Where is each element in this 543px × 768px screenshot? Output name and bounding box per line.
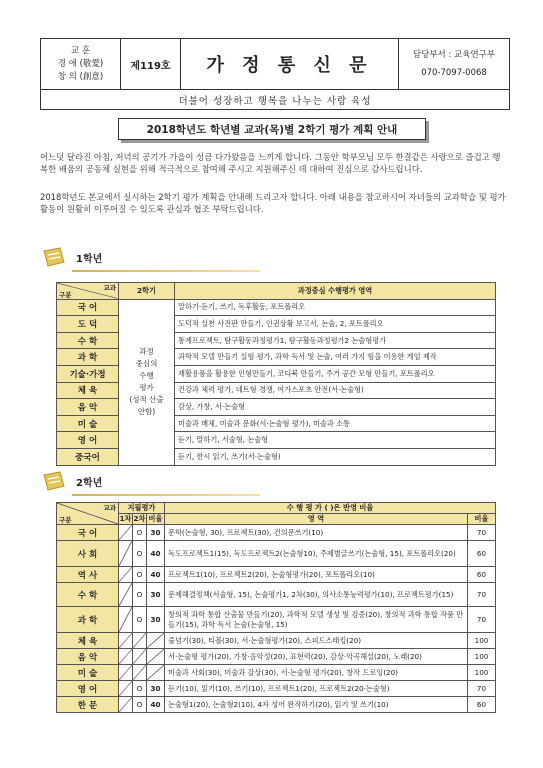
content-cell: 감상, 가창, 서·논술형 bbox=[175, 399, 496, 416]
exam2-cell bbox=[133, 633, 147, 649]
semester-header: 2학기 bbox=[119, 283, 175, 300]
exam1-header: 1차 bbox=[119, 514, 132, 523]
perf-area-header: 영 역 bbox=[165, 514, 468, 525]
exam2-cell bbox=[133, 665, 147, 681]
grade2-label: 2학년 bbox=[76, 478, 103, 489]
slash-mark bbox=[133, 633, 146, 648]
grade1-table bbox=[56, 282, 496, 466]
slash-mark bbox=[119, 681, 132, 696]
table-row bbox=[57, 583, 496, 607]
motto-line-2: 창 의 (創意) bbox=[57, 71, 104, 82]
perf-ratio-cell: 70 bbox=[468, 583, 496, 607]
subject-cell: 도 덕 bbox=[57, 316, 119, 333]
grade2-corner-cell bbox=[57, 503, 119, 525]
performance-header: 수 행 평 가 ( )은 반영 비율 bbox=[165, 503, 496, 514]
exam1-cell bbox=[119, 607, 133, 633]
note-icon bbox=[40, 246, 68, 270]
table-row bbox=[57, 697, 496, 713]
subject-cell: 한 문 bbox=[57, 697, 119, 713]
perf-ratio-cell: 100 bbox=[468, 665, 496, 681]
exam2-header: 2차 bbox=[133, 514, 146, 523]
slash-mark bbox=[119, 541, 132, 566]
department-phone: 070-7097-0068 bbox=[421, 68, 487, 78]
slash-mark bbox=[133, 665, 146, 680]
exam-ratio-cell: 40 bbox=[147, 697, 165, 713]
department-name: 담당부서 : 교육연구부 bbox=[412, 50, 496, 60]
subject-cell: 수 학 bbox=[57, 332, 119, 349]
content-cell: 통계프로젝트, 탐구활동과정평가1, 탐구활동과정평가2 논술형평가 bbox=[175, 332, 496, 349]
exam-header: 지필평가 bbox=[119, 503, 165, 514]
exam1-cell bbox=[119, 633, 133, 649]
exam2-cell: O bbox=[133, 583, 147, 607]
performance-area-header: 과정중심 수행평가 영역 bbox=[175, 283, 496, 300]
perf-ratio-cell: 60 bbox=[468, 541, 496, 567]
motto-label: 교 훈 bbox=[70, 45, 91, 56]
note-icon bbox=[40, 470, 68, 494]
exam-ratio-cell: 40 bbox=[147, 567, 165, 583]
table-row bbox=[57, 541, 496, 567]
issue-number: 제119호 bbox=[121, 39, 181, 89]
content-cell: 재활용품을 활용한 인형만들기, 코디북 만들기, 주거 공간 모형 만들기, 포트폴리오 bbox=[175, 365, 496, 382]
content-cell: 도덕적 실천 사진판 만들기, 인권상황 보고서, 논술, 2, 포트폴리오 bbox=[175, 316, 496, 333]
motto-line-1: 경 애 (敬愛) bbox=[57, 58, 104, 69]
corner-subject-label: 교과 bbox=[103, 504, 116, 512]
grade1-underline bbox=[72, 270, 260, 272]
grade2-underline bbox=[72, 494, 260, 496]
subject-cell: 기술·가정 bbox=[57, 365, 119, 382]
subject-cell: 과 학 bbox=[57, 607, 119, 633]
subject-cell: 체 육 bbox=[57, 382, 119, 399]
grade1-label: 1학년 bbox=[76, 254, 103, 265]
corner-division-label: 구분 bbox=[59, 516, 72, 524]
subject-cell: 미 술 bbox=[57, 665, 119, 681]
table-row bbox=[57, 567, 496, 583]
content-cell: 창의적 과학 통합 산출물 만들기(20), 과학적 모델 생성 및 검증(20), 창의적 과학 통합 작품 만들기(15), 과학 독서 논술(논술형, 15) bbox=[165, 607, 468, 633]
newsletter-header bbox=[40, 38, 510, 90]
content-cell: 건강과 체력 평가, 네트형 경쟁, 여가스포츠 안전(서·논술형) bbox=[175, 382, 496, 399]
subject-cell: 국 어 bbox=[57, 299, 119, 316]
content-cell: 듣기, 한시 읽기, 쓰기(서·논술형) bbox=[175, 448, 496, 465]
content-cell: 미술과 사회(30), 미술과 감상(30), 서·논술형 평가(20), 창작 드로잉(20) bbox=[165, 665, 468, 681]
subject-cell: 국 어 bbox=[57, 525, 119, 541]
subject-cell: 중국어 bbox=[57, 448, 119, 465]
table-row bbox=[57, 681, 496, 697]
content-cell: 줄넘기(30), 티볼(30), 서·논술형평가(20), 스피드스태킹(20) bbox=[165, 633, 468, 649]
grade1-corner-cell bbox=[57, 283, 119, 300]
slash-mark bbox=[133, 649, 146, 664]
content-cell: 문제해결정책(서술형, 15), 논술평가1, 2차(30), 의사소통능력평가(10), 프로젝트평가(15) bbox=[165, 583, 468, 607]
content-cell: 과학적 모델 만들기 실험 평가, 과학 독서 및 논술, 여러 가지 힘을 이용한 게임 제작 bbox=[175, 349, 496, 366]
exam2-cell: O bbox=[133, 525, 147, 541]
exam-ratio-cell bbox=[147, 633, 165, 649]
slash-mark bbox=[147, 633, 164, 648]
corner-division-label: 구분 bbox=[59, 290, 72, 299]
subject-cell: 과 학 bbox=[57, 349, 119, 366]
table-row bbox=[57, 299, 496, 316]
content-cell: 논술형1(20), 논술형2(10), 4자 성어 완작하기(20), 읽기 및 쓰기(10) bbox=[165, 697, 468, 713]
perf-ratio-cell: 100 bbox=[468, 633, 496, 649]
content-cell: 듣기, 말하기, 서술형, 논술형 bbox=[175, 432, 496, 449]
exam1-cell bbox=[119, 525, 133, 541]
subject-cell: 음 악 bbox=[57, 649, 119, 665]
content-cell: 문학(논술형, 30), 프로젝트(30), 건의문쓰기(10) bbox=[165, 525, 468, 541]
subject-cell: 영 어 bbox=[57, 432, 119, 449]
subject-cell: 수 학 bbox=[57, 583, 119, 607]
exam1-cell bbox=[119, 567, 133, 583]
grade1-header-row bbox=[57, 283, 496, 300]
grade2-table bbox=[56, 502, 496, 713]
exam-ratio-cell: 30 bbox=[147, 607, 165, 633]
subject-cell: 영 어 bbox=[57, 681, 119, 697]
exam-ratio-cell: 30 bbox=[147, 525, 165, 541]
slash-mark bbox=[119, 665, 132, 680]
slash-mark bbox=[119, 633, 132, 648]
exam-ratio-header: 비율 bbox=[147, 514, 165, 525]
exam1-cell bbox=[119, 697, 133, 713]
school-motto bbox=[41, 39, 121, 89]
content-cell: 듣기(10), 읽기(10), 쓰기(10), 프로젝트1(20), 프로젝트2(20·논술형) bbox=[165, 681, 468, 697]
department-info bbox=[399, 39, 509, 89]
intro-paragraph-1: 어느덧 달라진 아침, 저녁의 공기가 가을이 성큼 다가왔음을 느끼게 합니다. 그동안 학부모님 모두 한결같은 사랑으로 즐겁고 행복한 배움의 공동체 실현을 위해 적극적으로 참여해 주시고 지원해주신 데 대하여 진심으로 감사드립니다. bbox=[40, 152, 501, 174]
subject-cell: 미 술 bbox=[57, 415, 119, 432]
slash-mark bbox=[119, 525, 132, 540]
content-cell: 말하기·듣기, 쓰기, 독후활동, 포트폴리오 bbox=[175, 299, 496, 316]
slash-mark bbox=[119, 583, 132, 606]
subject-cell: 사 회 bbox=[57, 541, 119, 567]
grade1-section-heading bbox=[40, 246, 260, 274]
table-row bbox=[57, 607, 496, 633]
table-row bbox=[57, 649, 496, 665]
corner-subject-label: 교과 bbox=[103, 284, 116, 292]
grade2-section-heading bbox=[40, 470, 260, 498]
perf-ratio-cell: 100 bbox=[468, 649, 496, 665]
exam1-cell bbox=[119, 583, 133, 607]
exam2-cell: O bbox=[133, 541, 147, 567]
exam1-cell bbox=[119, 665, 133, 681]
perf-ratio-cell: 70 bbox=[468, 681, 496, 697]
exam2-cell: O bbox=[133, 607, 147, 633]
perf-ratio-cell: 70 bbox=[468, 607, 496, 633]
exam-ratio-cell bbox=[147, 665, 165, 681]
notice-title: 2018학년도 학년별 교과(목)별 2학기 평가 계획 안내 bbox=[118, 118, 426, 140]
perf-ratio-header: 비율 bbox=[468, 514, 496, 525]
table-row bbox=[57, 633, 496, 649]
table-row bbox=[57, 665, 496, 681]
slash-mark bbox=[119, 697, 132, 712]
table-row bbox=[57, 525, 496, 541]
slash-mark bbox=[119, 607, 132, 632]
content-cell: 미술과 매체, 미술과 문화(서·논술형 평가), 미술과 소통 bbox=[175, 415, 496, 432]
intro-paragraph-2: 2018학년도 본교에서 실시하는 2학기 평가 계획을 안내해 드리고자 합니다. 아래 내용을 참고하시어 자녀들의 교과학습 및 평가활동이 원활히 이루어질 수 있도록 관심과 협조 부탁드립니다. bbox=[40, 192, 506, 214]
grade2-header-row-1 bbox=[57, 503, 496, 514]
exam2-cell: O bbox=[133, 681, 147, 697]
content-cell: 서·논술형 평가(20), 가창·음악성(20), 표현력(20), 감상·악곡해설(20), 노래(20) bbox=[165, 649, 468, 665]
subject-cell: 체 육 bbox=[57, 633, 119, 649]
perf-ratio-cell: 60 bbox=[468, 567, 496, 583]
exam-ratio-cell: 30 bbox=[147, 681, 165, 697]
slash-mark bbox=[119, 567, 132, 582]
school-slogan: 더불어 성장하고 행복을 나누는 사람 육성 bbox=[40, 90, 510, 110]
exam1-cell bbox=[119, 681, 133, 697]
slash-mark bbox=[147, 649, 164, 664]
perf-ratio-cell: 70 bbox=[468, 525, 496, 541]
exam2-cell: O bbox=[133, 697, 147, 713]
exam1-cell bbox=[119, 649, 133, 665]
subject-cell: 음 악 bbox=[57, 399, 119, 416]
exam-ratio-cell: 30 bbox=[147, 583, 165, 607]
newsletter-title: 가 정 통 신 문 bbox=[181, 39, 399, 89]
content-cell: 독도프로젝트1(15), 독도프로젝트2(논술형10), 주제별글쓰기(논술형, 15), 포트폴리오(20) bbox=[165, 541, 468, 567]
slash-mark bbox=[119, 649, 132, 664]
perf-ratio-cell: 60 bbox=[468, 697, 496, 713]
subject-cell: 역 사 bbox=[57, 567, 119, 583]
slash-mark bbox=[147, 665, 164, 680]
semester-note-cell: 과정 중심의 수행 평가 (성적 산출 안함) bbox=[119, 299, 175, 465]
exam2-cell: O bbox=[133, 567, 147, 583]
exam-ratio-cell: 40 bbox=[147, 541, 165, 567]
content-cell: 프로젝트1(10), 프로젝트2(20), 논술형평가(20), 포트폴리오(10) bbox=[165, 567, 468, 583]
grade2-header-row-2 bbox=[57, 514, 496, 525]
exam-ratio-cell bbox=[147, 649, 165, 665]
exam1-cell bbox=[119, 541, 133, 567]
exam2-cell bbox=[133, 649, 147, 665]
